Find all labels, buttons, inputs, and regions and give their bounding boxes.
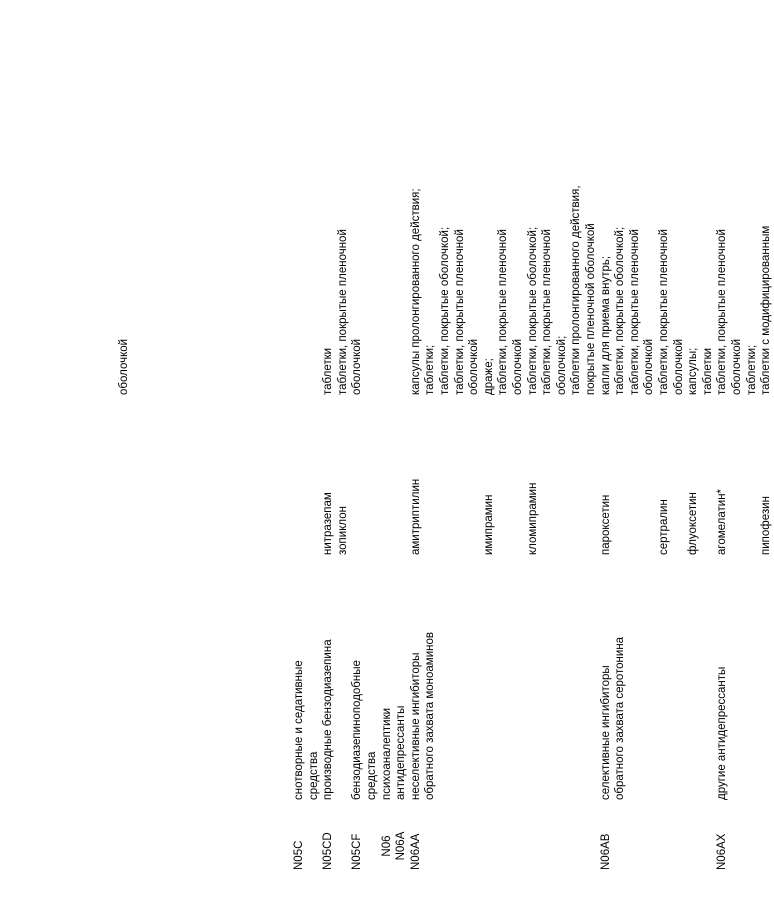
dosage-form-line: таблетки, покрытые пленочной [658,229,670,395]
group-name-line: обратного захвата моноаминов [424,632,437,800]
dosage-form-line: таблетки, покрытые пленочной [497,229,510,395]
drug-name: сертралин [658,499,670,555]
dosage-form-line: таблетки [701,347,714,395]
group-name-line: производные бензодиазепина [322,639,335,800]
dosage-form-line: оболочкой [468,338,481,395]
group-name-line: снотворные и седативные [293,660,305,800]
atc-code: N06 [380,835,393,857]
dosage-form-line: таблетки, покрытые пленочной [336,229,349,395]
dosage-form-line: оболочкой [643,338,656,395]
dosage-form-line: капсулы; [687,347,700,395]
dosage-form-line: оболочкой [672,338,685,395]
dosage-form-line: оболочкой [117,338,130,395]
dosage-form-line: таблетки, покрытые оболочкой; [526,226,539,395]
group-name-line: средства [307,751,320,800]
dosage-form-line: таблетки с модифицированным [760,225,773,395]
drug-name: имипрамин [482,494,495,555]
dosage-form-line: таблетки, покрытые пленочной [716,229,729,395]
dosage-form-line: капсулы пролонгированного действия; [409,188,422,395]
dosage-form-line: таблетки, покрытые оболочкой; [614,226,627,395]
dosage-form-line: таблетки, покрытые пленочной [628,229,641,395]
dosage-form-line: покрытые пленочной оболочкой [585,223,597,395]
group-name-line: антидепрессанты [395,705,408,800]
drug-name: зопиклон [336,506,349,555]
atc-code: N06AB [599,833,612,870]
dosage-form-line: таблетки; [745,344,758,395]
group-name-line: средства [366,751,378,800]
group-name-line: неселективные ингибиторы [409,652,422,800]
dosage-form-line: таблетки пролонгированного действия, [570,185,583,395]
drug-name: флуоксетин [687,492,700,555]
dosage-form-line: таблетки, покрытые пленочной [541,229,554,395]
drug-name: пароксетин [599,494,612,555]
drug-name: кломипрамин [526,482,539,555]
group-name-line: психоаналептики [380,707,393,800]
atc-code: N06AX [716,833,729,870]
dosage-form-line: капли для приема внутрь; [599,255,612,395]
drug-name: агомелатин* [716,488,729,555]
rotated-table [60,50,773,875]
dosage-form-line: таблетки, покрытые оболочкой; [439,226,451,395]
dosage-form-line: оболочкой [512,338,524,395]
atc-code: N05CD [322,832,335,870]
dosage-form-line: таблетки [322,347,335,395]
group-name-line: другие антидепрессанты [716,666,729,800]
dosage-form-line: оболочкой [731,338,743,395]
atc-code: N06A [395,831,408,861]
atc-code: N06AA [409,833,422,870]
drug-name: нитразепам [322,492,335,555]
drug-name: пипофезин [760,496,773,555]
group-name-line: бензодиазепиноподобные [351,660,364,800]
dosage-form-line: драже; [482,358,495,395]
atc-code: N05C [293,840,305,870]
dosage-form-line: таблетки; [424,344,437,395]
drug-name: амитриптилин [409,478,422,555]
dosage-form-line: оболочкой [351,338,364,395]
group-name-line: обратного захвата серотонина [614,636,627,800]
atc-code: N05CF [351,833,364,870]
dosage-form-line: таблетки, покрытые пленочной [453,229,466,395]
dosage-form-line: оболочкой; [555,335,568,395]
group-name-line: селективные ингибиторы [599,665,612,800]
